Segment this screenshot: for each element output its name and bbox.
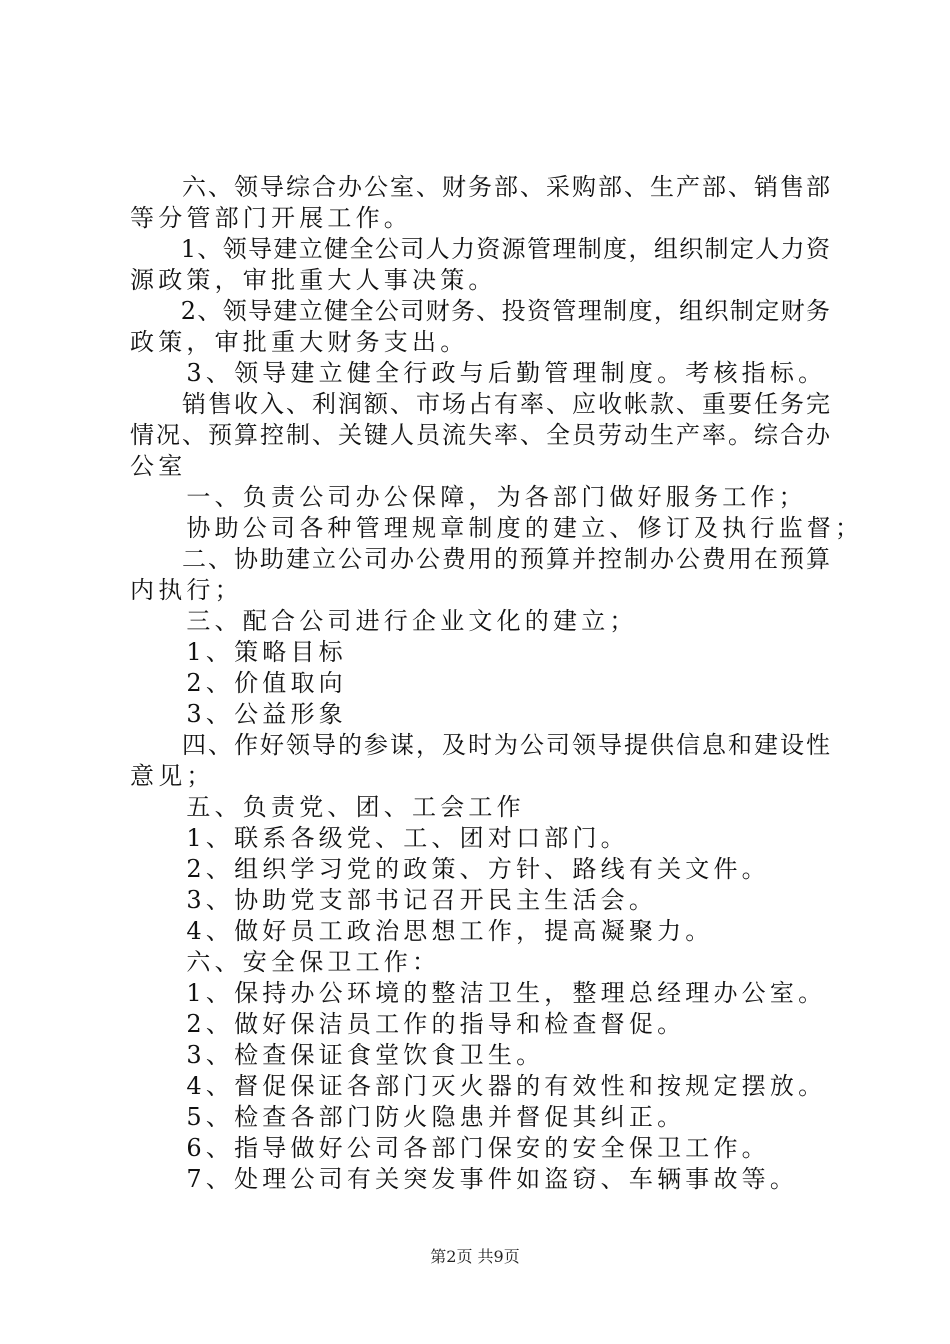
- document-body: [130, 172, 864, 1195]
- text-line: 公室: [130, 452, 187, 480]
- text-line: 一、负责公司办公保障，为各部门做好服务工作；: [130, 483, 807, 511]
- text-line: 6、指导做好公司各部门保安的安全保卫工作。: [130, 1134, 770, 1162]
- text-line: 2、价值取向: [130, 669, 347, 697]
- text-line: 二、协助建立公司办公费用的预算并控制办公费用在预算: [130, 545, 830, 573]
- text-line: 2、做好保洁员工作的指导和检查督促。: [130, 1010, 686, 1038]
- text-line: 3、公益形象: [130, 700, 347, 728]
- text-line: 1、保持办公环境的整洁卫生，整理总经理办公室。: [130, 979, 827, 1007]
- text-line: 1、联系各级党、工、团对口部门。: [130, 824, 629, 852]
- text-line: 六、领导综合办公室、财务部、采购部、生产部、销售部: [130, 173, 830, 201]
- text-line: 情况、预算控制、关键人员流失率、全员劳动生产率。综合办: [130, 421, 830, 449]
- text-line: 5、检查各部门防火隐患并督促其纠正。: [130, 1103, 686, 1131]
- page-footer: 第2页 共9页: [430, 1247, 520, 1266]
- text-line: 等分管部门开展工作。: [130, 204, 412, 232]
- text-line: 内执行；: [130, 576, 243, 604]
- text-line: 1、策略目标: [130, 638, 347, 666]
- text-line: 3、检查保证食堂饮食卫生。: [130, 1041, 545, 1069]
- text-line: 3、协助党支部书记召开民主生活会。: [130, 886, 658, 914]
- text-line: 三、配合公司进行企业文化的建立；: [130, 607, 638, 635]
- text-line: 3、领导建立健全行政与后勤管理制度。考核指标。: [130, 359, 827, 387]
- text-line: 意见；: [130, 762, 215, 790]
- text-line: 协助公司各种管理规章制度的建立、修订及执行监督；: [130, 514, 864, 542]
- text-line: 四、作好领导的参谋，及时为公司领导提供信息和建设性: [130, 731, 830, 759]
- text-line: 六、安全保卫工作：: [130, 948, 441, 976]
- text-line: 2、领导建立健全公司财务、投资管理制度，组织制定财务: [130, 297, 830, 325]
- text-line: 政策，审批重大财务支出。: [130, 328, 469, 356]
- text-line: 4、做好员工政治思想工作，提高凝聚力。: [130, 917, 714, 945]
- text-line: 4、督促保证各部门灭火器的有效性和按规定摆放。: [130, 1072, 827, 1100]
- text-line: 1、领导建立健全公司人力资源管理制度，组织制定人力资: [130, 235, 830, 263]
- text-line: 源政策，审批重大人事决策。: [130, 266, 497, 294]
- text-line: 2、组织学习党的政策、方针、路线有关文件。: [130, 855, 770, 883]
- text-line: 销售收入、利润额、市场占有率、应收帐款、重要任务完: [130, 390, 830, 418]
- text-line: 7、处理公司有关突发事件如盗窃、车辆事故等。: [130, 1165, 799, 1193]
- text-line: 五、负责党、团、工会工作: [130, 793, 525, 821]
